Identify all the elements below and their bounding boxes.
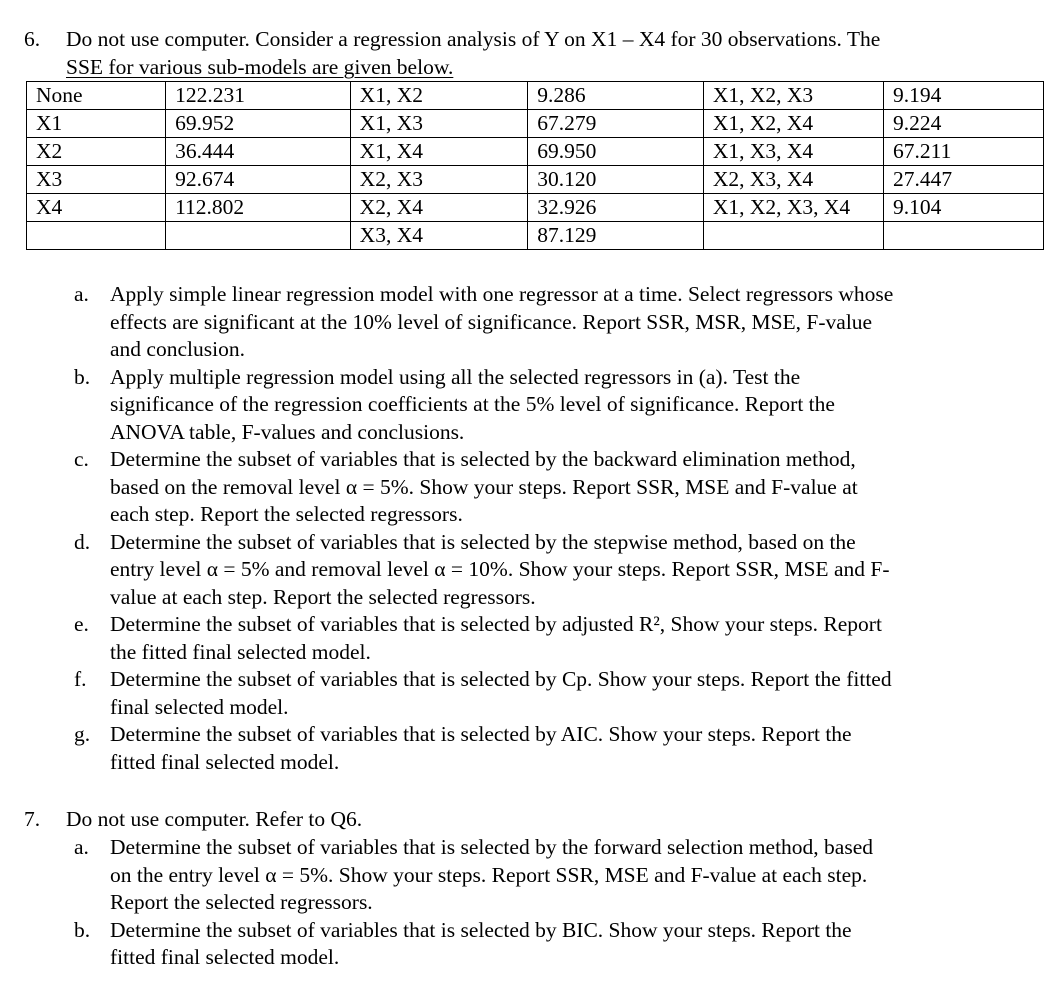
part-text-line: fitted final selected model. [110,749,340,774]
table-cell [27,222,166,250]
table-row [27,222,1044,250]
table-cell: 9.194 [884,82,1044,110]
table-cell: X4 [27,194,166,222]
part-text-line: Determine the subset of variables that is selected by the forward selection method, based [110,835,873,859]
table-row [27,110,1044,138]
list-item [74,834,1034,917]
part-label: c. [74,447,89,471]
part-text-line: fitted final selected model. [110,945,340,969]
table-cell: X1, X4 [350,138,528,166]
part-text-line: Determine the subset of variables that is selected by AIC. Show your steps. Report the [110,722,852,746]
part-text-line: Apply simple linear regression model with one regressor at a time. Select regressors whose [110,282,894,306]
table-row [27,194,1044,222]
part-label: f. [74,667,87,691]
part-text-line: Determine the subset of variables that is selected by adjusted R², Show your steps. Report [110,612,882,636]
table-row [27,166,1044,194]
part-label: b. [74,364,91,389]
table-cell: 36.444 [166,138,351,166]
table-cell: None [27,82,166,110]
part-text-line: Apply multiple regression model using all the selected regressors in (a). Test the [110,364,801,389]
part-text-line: and conclusion. [110,337,245,361]
table-cell: 69.950 [528,138,704,166]
part-text-line: value at each step. Report the selected regressors. [110,584,536,609]
list-item [74,281,1034,364]
part-label: e. [74,612,89,636]
table-cell: 122.231 [166,82,351,110]
list-item [74,611,1034,666]
table-cell: X1, X3 [350,110,528,138]
question-7-heading [24,806,1034,834]
table-cell [884,222,1044,250]
table-cell: X3 [27,166,166,194]
table-cell: X1, X3, X4 [703,138,883,166]
part-label: a. [74,835,89,859]
list-item [74,364,1034,447]
table-cell: 32.926 [528,194,704,222]
table-cell [166,222,351,250]
question-number: 7. [24,807,41,831]
part-text-line: Report the selected regressors. [110,890,373,914]
list-item [74,917,1034,972]
part-text-line: significance of the regression coefficients at the 5% level of significance. Report the [110,392,835,416]
table-cell: X1 [27,110,166,138]
part-text-line: effects are significant at the 10% level of significance. Report SSR, MSR, MSE, F-value [110,309,873,334]
list-item [74,529,1034,612]
table-cell: 9.104 [884,194,1044,222]
table-cell: 30.120 [528,166,704,194]
table-cell: X2, X3 [350,166,528,194]
part-text-line: each step. Report the selected regressors. [110,502,463,526]
table-cell [703,222,883,250]
table-cell: 69.952 [166,110,351,138]
table-cell: X1, X2, X4 [703,110,883,138]
table-cell: 27.447 [884,166,1044,194]
table-cell: 9.286 [528,82,704,110]
part-text-line: Determine the subset of variables that is selected by the stepwise method, based on the [110,529,856,554]
question-text-line: Do not use computer. Consider a regression analysis of Y on X1 – X4 for 30 observations. The [66,27,881,51]
table-cell: 112.802 [166,194,351,222]
question-number: 6. [24,27,41,51]
list-item [74,446,1034,529]
part-text-line: ANOVA table, F-values and conclusions. [110,419,465,444]
table-cell: 87.129 [528,222,704,250]
table-cell: X2, X3, X4 [703,166,883,194]
table-cell: 67.211 [884,138,1044,166]
table-cell: 9.224 [884,110,1044,138]
part-label: b. [74,917,91,942]
question-6-parts [74,281,1034,776]
table-row [27,82,1044,110]
table-cell: X2 [27,138,166,166]
part-text-line: on the entry level α = 5%. Show your steps. Report SSR, MSE and F-value at each step. [110,862,868,887]
part-text-line: entry level α = 5% and removal level α = 10%. Show your steps. Report SSR, MSE and F- [110,557,890,581]
table-cell: X3, X4 [350,222,528,250]
part-label: d. [74,529,91,554]
table-cell: X1, X2 [350,82,528,110]
part-label: g. [74,722,91,746]
table-cell: 67.279 [528,110,704,138]
part-text-line: based on the removal level α = 5%. Show your steps. Report SSR, MSE and F-value at [110,474,858,499]
question-7-parts [74,834,1034,972]
table-row [27,138,1044,166]
list-item [74,721,1034,776]
part-text-line: Determine the subset of variables that is selected by Cp. Show your steps. Report the fitted [110,667,892,691]
part-label: a. [74,282,89,306]
question-text-line: Do not use computer. Refer to Q6. [66,807,363,831]
part-text-line: the fitted final selected model. [110,639,371,664]
list-item [74,666,1034,721]
sse-table [26,81,1044,250]
table-cell: 92.674 [166,166,351,194]
part-text-line: Determine the subset of variables that is selected by the backward elimination method, [110,447,856,471]
part-text-line: Determine the subset of variables that is selected by BIC. Show your steps. Report the [110,917,852,942]
table-cell: X2, X4 [350,194,528,222]
table-cell: X1, X2, X3 [703,82,883,110]
part-text-line: final selected model. [110,694,289,719]
table-cell: X1, X2, X3, X4 [703,194,883,222]
question-6-heading: 6. Do not use computer. Consider a regression analysis of Y on X1 – X4 for 30 observations. The SSE for various sub-models are given below. [24,26,1034,81]
